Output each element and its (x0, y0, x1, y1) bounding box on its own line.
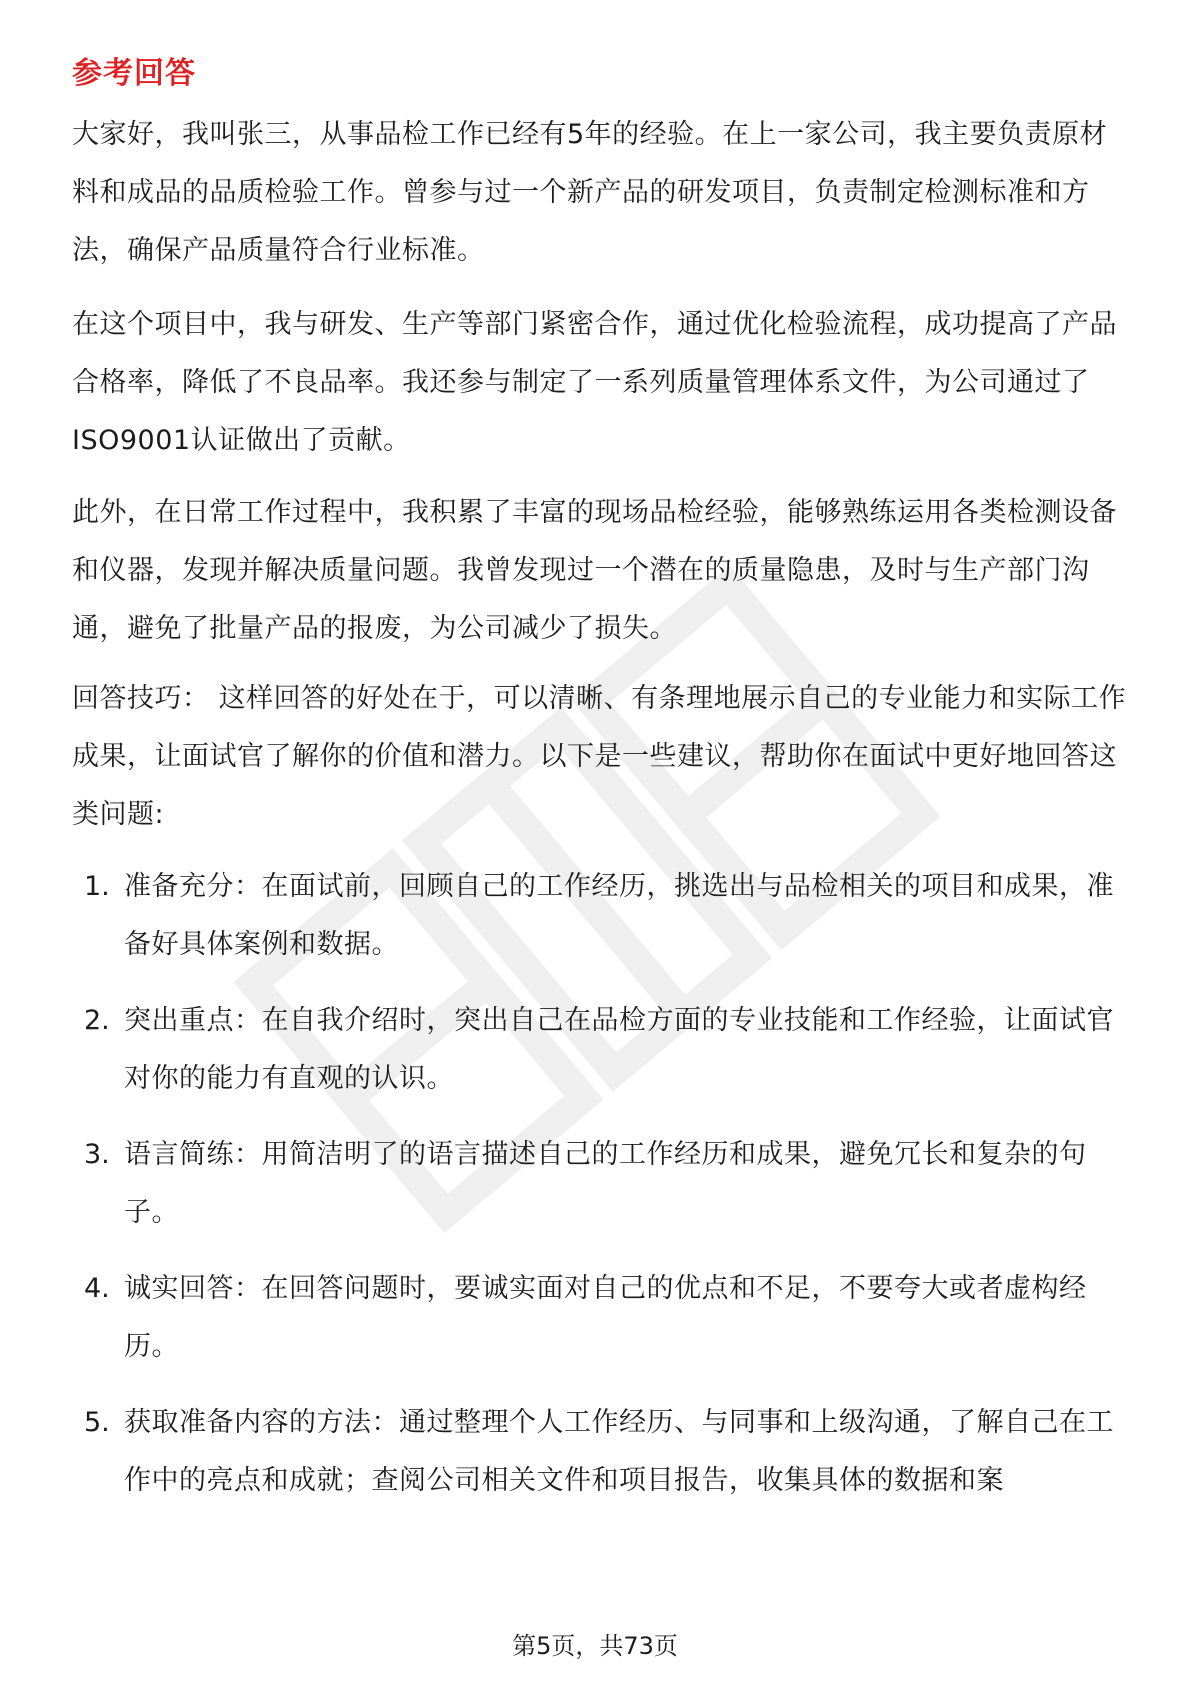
list-item-number: 3. (84, 1139, 110, 1170)
list-item-text: 突出重点：在自我介绍时，突出自己在品检方面的专业技能和工作经验，让面试官对你的能力有直观的认识。 (124, 1005, 1114, 1094)
answer-heading: 参考回答 (72, 56, 196, 91)
list-item-text: 诚实回答：在回答问题时，要诚实面对自己的优点和不足，不要夸大或者虚构经历。 (124, 1273, 1087, 1362)
list-item-text: 准备充分：在面试前，回顾自己的工作经历，挑选出与品检相关的项目和成果，准备好具体案例和数据。 (124, 871, 1114, 960)
list-item-text: 获取准备内容的方法：通过整理个人工作经历、与同事和上级沟通，了解自己在工作中的亮点和成就；查阅公司相关文件和项目报告，收集具体的数据和案 (124, 1407, 1114, 1496)
paragraph-experience: 此外，在日常工作过程中，我积累了丰富的现场品检经验，能够熟练运用各类检测设备和仪器，发现并解决质量问题。我曾发现过一个潜在的质量隐患，及时与生产部门沟通，避免了批量产品的报废，为公司减少了损失。 (72, 497, 1117, 644)
list-item (84, 992, 1124, 1108)
list-item (84, 858, 1124, 974)
paragraph-project: 在这个项目中，我与研发、生产等部门紧密合作，通过优化检验流程，成功提高了产品合格率，降低了不良品率。我还参与制定了一系列质量管理体系文件，为公司通过了ISO9001认证做出了贡献。 (72, 309, 1117, 456)
list-item (84, 1394, 1124, 1510)
list-item-number: 2. (84, 1005, 110, 1036)
page-number-footer: 第5页，共73页 (512, 1632, 678, 1660)
list-item (84, 1260, 1124, 1376)
list-item-number: 1. (84, 871, 110, 902)
list-item-number: 5. (84, 1407, 110, 1438)
list-item-text: 语言简练：用简洁明了的语言描述自己的工作经历和成果，避免冗长和复杂的句子。 (124, 1139, 1087, 1228)
paragraph-tips: 回答技巧： 这样回答的好处在于，可以清晰、有条理地展示自己的专业能力和实际工作成果，让面试官了解你的价值和潜力。以下是一些建议，帮助你在面试中更好地回答这类问题: (72, 683, 1127, 830)
list-item-number: 4. (84, 1273, 110, 1304)
list-item (84, 1126, 1124, 1242)
paragraph-intro: 大家好，我叫张三，从事品检工作已经有5年的经验。在上一家公司，我主要负责原材料和成品的品质检验工作。曾参与过一个新产品的研发项目，负责制定检测标准和方法，确保产品质量符合行业标准。 (72, 119, 1108, 266)
